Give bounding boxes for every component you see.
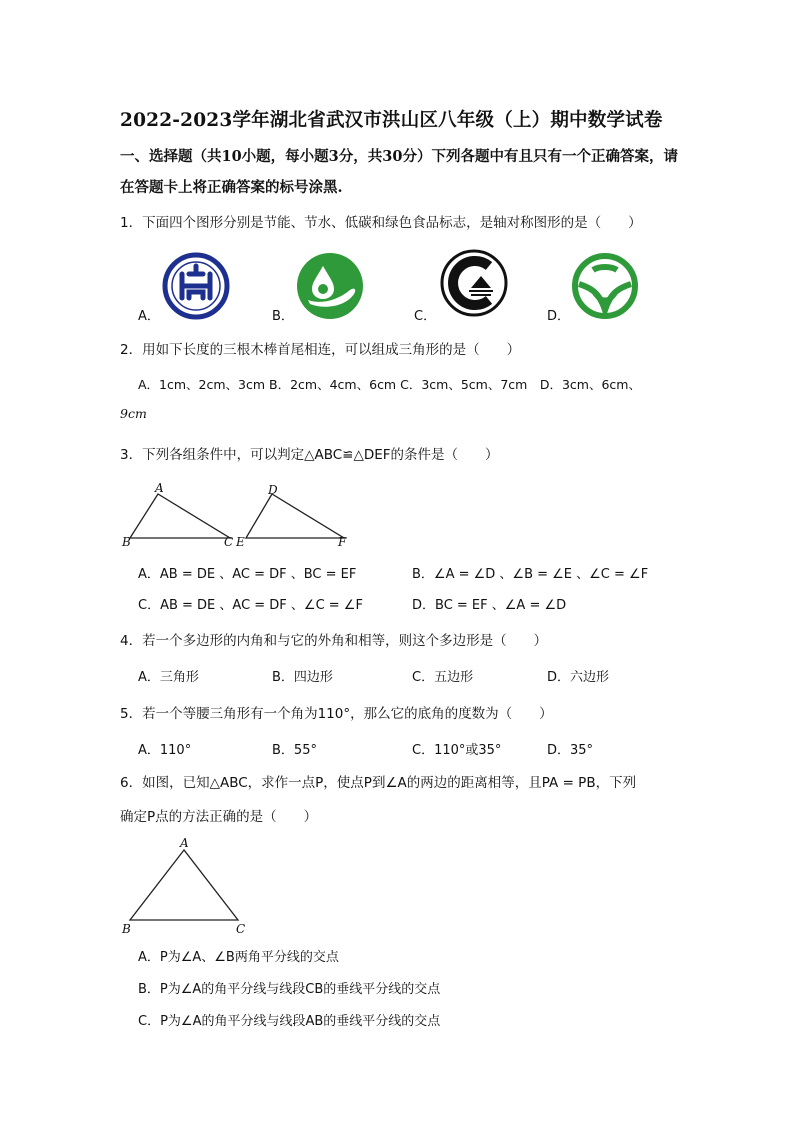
q5-option-c: C．110°或35° [412, 743, 502, 758]
green-food-logo [571, 252, 639, 320]
question-6-stem-line1: 6．如图，已知△ABC，求作一点P，使点P到∠A的两边的距离相等，且PA = PB，下列 [120, 775, 637, 791]
q6-vertex-c: C [236, 922, 246, 936]
q5-option-b: B．55° [272, 743, 317, 758]
q5-option-a: A．110° [138, 743, 192, 758]
q2-options-line1: A．1cm、2cm、3cm B．2cm、4cm、6cm C．3cm、5cm、7cm D．3cm、6cm、 [138, 377, 641, 392]
q4-option-c: C．五边形 [412, 670, 474, 685]
q6-triangle-figure [118, 836, 258, 936]
q6-option-b: B．P为∠A的角平分线与线段CB的垂线平分线的交点 [138, 982, 441, 997]
q1-label-a: A． [138, 309, 160, 324]
q3-vertex-b: B [122, 535, 131, 549]
q6-vertex-b: B [122, 922, 131, 936]
question-1-stem: 1．下面四个图形分别是节能、节水、低碳和绿色食品标志，是轴对称图形的是（ ） [120, 215, 642, 231]
water-saving-logo [296, 252, 364, 320]
q1-label-b: B． [272, 309, 294, 324]
q5-option-d: D．35° [547, 743, 594, 758]
question-5-stem: 5．若一个等腰三角形有一个角为110°，那么它的底角的度数为（ ） [120, 706, 553, 722]
section-heading-line2: 在答题卡上将正确答案的标号涂黑. [120, 179, 343, 196]
q4-option-d: D．六边形 [547, 670, 610, 685]
q6-option-c: C．P为∠A的角平分线与线段AB的垂线平分线的交点 [138, 1014, 441, 1029]
q4-option-b: B．四边形 [272, 670, 333, 685]
page-title: 2022-2023学年湖北省武汉市洪山区八年级（上）期中数学试卷 [120, 110, 663, 131]
q4-option-a: A．三角形 [138, 670, 199, 685]
q3-triangles-figure [118, 480, 358, 552]
question-2-stem: 2．用如下长度的三根木棒首尾相连，可以组成三角形的是（ ） [120, 342, 521, 358]
q3-option-c: C．AB = DE 、AC = DF 、∠C = ∠F [138, 598, 363, 613]
q2-options-line2: 9cm [120, 406, 147, 421]
energy-saving-logo [162, 252, 230, 320]
q1-label-c: C． [414, 309, 437, 324]
question-6-stem-line2: 确定P点的方法正确的是（ ） [120, 809, 318, 825]
q3-vertex-e: E [236, 535, 245, 549]
q3-option-a: A．AB = DE 、AC = DF 、BC = EF [138, 567, 357, 582]
q1-label-d: D． [547, 309, 571, 324]
q3-vertex-f: F [338, 535, 347, 549]
q6-vertex-a: A [180, 836, 189, 850]
q3-vertex-a: A [155, 481, 164, 495]
q3-vertex-d: D [268, 483, 278, 497]
question-4-stem: 4．若一个多边形的内角和与它的外角和相等，则这个多边形是（ ） [120, 633, 548, 649]
question-3-stem: 3．下列各组条件中，可以判定△ABC≌△DEF的条件是（ ） [120, 447, 499, 463]
q3-option-d: D．BC = EF 、∠A = ∠D [412, 598, 567, 613]
low-carbon-logo [439, 248, 509, 318]
q3-option-b: B．∠A = ∠D 、∠B = ∠E 、∠C = ∠F [412, 567, 649, 582]
q3-vertex-c: C [224, 535, 234, 549]
q6-option-a: A．P为∠A、∠B两角平分线的交点 [138, 950, 339, 965]
section-heading-line1: 一、选择题（共10小题，每小题3分，共30分）下列各题中有且只有一个正确答案，请 [120, 148, 678, 165]
